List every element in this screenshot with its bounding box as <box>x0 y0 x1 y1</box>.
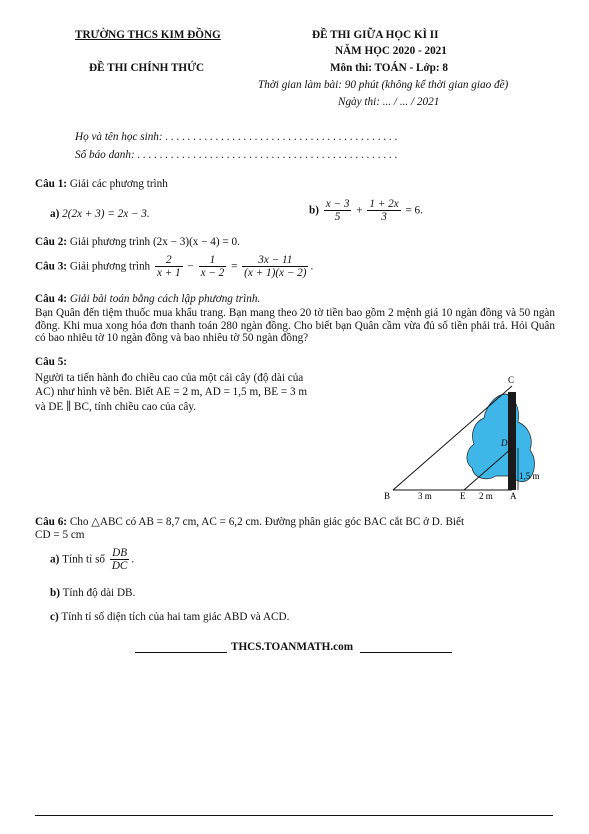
question-6-line-1 <box>35 515 464 528</box>
footer-rule-left <box>135 652 227 653</box>
item-label: b) <box>50 587 60 599</box>
operator: + <box>356 204 363 217</box>
footer-site: THCS.TOANMATH.com <box>231 641 354 653</box>
school-year: NĂM HỌC 2020 - 2021 <box>335 45 447 57</box>
denominator: x − 2 <box>200 267 225 279</box>
equation: 2(2x + 3) = 2x − 3. <box>62 208 150 220</box>
student-id-line: Số báo danh: . . . . . . . . . . . . . . . . . . . . . . . . . . . . . . . . . . . . . . . . . . . . . . . <box>75 149 398 161</box>
question-text: Giải phương trình (2x − 3)(x − 4) = 0. <box>69 236 240 248</box>
question-5-line-3: và DE ∥ BC, tính chiều cao của cây. <box>35 401 197 413</box>
question-1 <box>35 178 168 190</box>
denominator: x + 1 <box>156 267 181 279</box>
question-text: Giải phương trình <box>69 260 151 273</box>
rhs: = 6. <box>405 204 423 217</box>
numerator: 1 <box>199 254 227 267</box>
tree-measurement-figure <box>378 372 548 507</box>
question-6-line-2: CD = 5 cm <box>35 529 85 541</box>
tree-trunk <box>508 392 516 490</box>
official-label: ĐỀ THI CHÍNH THỨC <box>89 62 205 74</box>
label-AD: 1,5 m <box>519 471 540 481</box>
punctuation: . <box>131 553 135 566</box>
numerator: 2 <box>155 254 183 267</box>
footer-rule-right <box>360 652 452 653</box>
item-label: c) <box>50 611 59 623</box>
label-EA: 2 m <box>479 491 493 501</box>
fraction <box>110 547 130 572</box>
question-1a <box>50 208 150 220</box>
fraction <box>324 198 352 223</box>
question-3 <box>35 254 313 279</box>
numerator: DB <box>110 547 130 560</box>
question-6a <box>50 547 134 572</box>
question-label: Câu 3: <box>35 260 68 273</box>
question-label: Câu 6: <box>35 516 68 528</box>
denominator: 5 <box>334 211 341 223</box>
question-label: Câu 2: <box>35 236 68 248</box>
operator: − <box>187 260 194 273</box>
question-instruction: Giải bài toán bằng cách lập phương trình. <box>69 293 261 305</box>
label-D: D <box>501 438 508 448</box>
subject: Môn thi: TOÁN - Lớp: 8 <box>330 62 448 74</box>
item-text: Tính độ dài DB. <box>62 587 136 599</box>
label-BE: 3 m <box>418 491 432 501</box>
label-C: C <box>508 375 515 385</box>
question-text: Cho △ABC có AB = 8,7 cm, AC = 6,2 cm. Đường phân giác góc BAC cắt BC ở D. Biết <box>69 516 465 528</box>
question-5-line-1: Người ta tiến hành đo chiều cao của một cái cây (độ dài của <box>35 372 304 384</box>
denominator: (x + 1)(x − 2) <box>244 267 307 279</box>
numerator: 1 + 2x <box>369 198 399 210</box>
question-4-header <box>35 293 260 305</box>
question-text: Giải các phương trình <box>69 178 168 190</box>
question-label: Câu 1: <box>35 178 68 190</box>
question-2 <box>35 236 240 248</box>
fraction <box>242 254 308 279</box>
operator: = <box>231 260 238 273</box>
punctuation: . <box>310 260 314 273</box>
school-name: TRƯỜNG THCS KIM ĐỒNG <box>75 29 221 41</box>
label-B: B <box>384 491 391 501</box>
student-name-line: Họ và tên học sinh: . . . . . . . . . . . . . . . . . . . . . . . . . . . . . . . . . . . . . . . . . . <box>75 131 398 143</box>
question-1b <box>309 198 423 223</box>
item-label: a) <box>50 208 60 220</box>
numerator: x − 3 <box>325 198 350 210</box>
question-6b <box>50 587 135 599</box>
label-E: E <box>460 491 466 501</box>
denominator: 3 <box>381 211 387 223</box>
fraction <box>199 254 227 279</box>
question-4-body: Bạn Quân đến tiệm thuốc mua khẩu trang. Bạn mang theo 20 tờ tiền bao gồm 2 mệnh giá 10 ngàn đồng và 50 ngàn đồng. Khi mua xong hóa đơn thanh toán 280 ngàn đồng. Cho biết bạn Quân cầm vừa đủ số tiền phải trả. Hỏi Quân có bao nhiêu tờ 10 ngàn đồng và bao nhiêu tờ 50 ngàn đồng? <box>35 307 555 345</box>
question-label: Câu 4: <box>35 293 68 305</box>
question-6c <box>50 611 289 623</box>
item-text: Tính tỉ số <box>62 553 106 566</box>
item-text: Tính tỉ số diện tích của hai tam giác ABD và ACD. <box>61 611 290 623</box>
denominator: DC <box>111 560 128 572</box>
question-5-label: Câu 5: <box>35 356 68 368</box>
item-label: a) <box>50 553 60 566</box>
item-label: b) <box>309 204 319 217</box>
exam-date: Ngày thi: ... / ... / 2021 <box>338 96 440 108</box>
exam-title: ĐỀ THI GIỮA HỌC KÌ II <box>312 29 439 41</box>
fraction <box>367 198 400 223</box>
label-A: A <box>510 491 517 501</box>
duration: Thời gian làm bài: 90 phút (không kể thời gian giao đề) <box>258 79 509 91</box>
page-bottom-rule <box>35 815 553 816</box>
numerator: 3x − 11 <box>242 254 308 267</box>
question-5-line-2: AC) như hình vẽ bên. Biết AE = 2 m, AD = 1,5 m, BE = 3 m <box>35 386 308 398</box>
fraction <box>155 254 183 279</box>
